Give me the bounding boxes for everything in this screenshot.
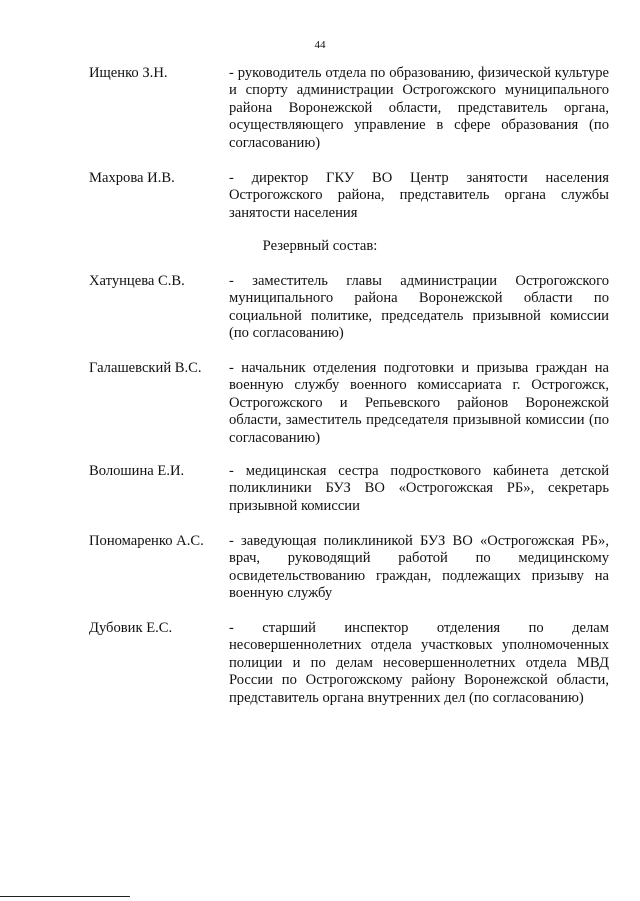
- page-number: 44: [314, 39, 326, 51]
- member-entry-ponomarenko: [89, 533, 609, 603]
- member-entry-galashevsky: [89, 360, 609, 447]
- member-entry-ishchenko: [89, 65, 609, 152]
- member-name: Галашевский В.С.: [89, 360, 202, 376]
- footer-divider: [0, 896, 130, 897]
- member-description: - старший инспектор отделения по делам несовершеннолетних отдела участковых уполномоченных полиции и по делам несовершеннолетних отдела МВД России по Острогожскому району Воронежской области, представитель органа внутренних дел (по согласованию): [229, 620, 609, 706]
- member-description: - начальник отделения подготовки и призыва граждан на военную службу военного комиссариата г. Острогожск, Острогожского и Репьевского районов Воронежской области, заместитель председателя призывной комиссии (по согласованию): [229, 360, 609, 446]
- member-description: - директор ГКУ ВО Центр занятости населения Острогожского района, представитель органа службы занятости населения: [229, 170, 609, 221]
- member-name: Махрова И.В.: [89, 170, 175, 186]
- member-entry-khatuntseva: [89, 273, 609, 343]
- member-entry-makhrova: [89, 170, 609, 222]
- member-description: - руководитель отдела по образованию, физической культуре и спорту администрации Острогожского муниципального района Воронежской области, представитель органа, осуществляющего управление в сфере образования (по согласованию): [229, 65, 609, 151]
- member-name: Волошина Е.И.: [89, 463, 185, 479]
- member-entry-voloshina: [89, 463, 609, 515]
- member-name: Пономаренко А.С.: [89, 533, 204, 549]
- member-name: Дубовик Е.С.: [89, 620, 173, 636]
- member-description: - заместитель главы администрации Острогожского муниципального района Воронежской области по социальной политике, председатель призывной комиссии (по согласованию): [229, 273, 609, 342]
- member-name: Ищенко З.Н.: [89, 65, 168, 81]
- member-name: Хатунцева С.В.: [89, 273, 185, 289]
- member-description: - заведующая поликлиникой БУЗ ВО «Острогожская РБ», врач, руководящий работой по медицинскому освидетельствованию граждан, подлежащих призыву на военную службу: [229, 533, 609, 602]
- member-entry-dubovik: [89, 620, 609, 707]
- reserve-heading: Резервный состав:: [262, 238, 378, 254]
- member-description: - медицинская сестра подросткового кабинета детской поликлиники БУЗ ВО «Острогожская РБ», секретарь призывной комиссии: [229, 463, 609, 514]
